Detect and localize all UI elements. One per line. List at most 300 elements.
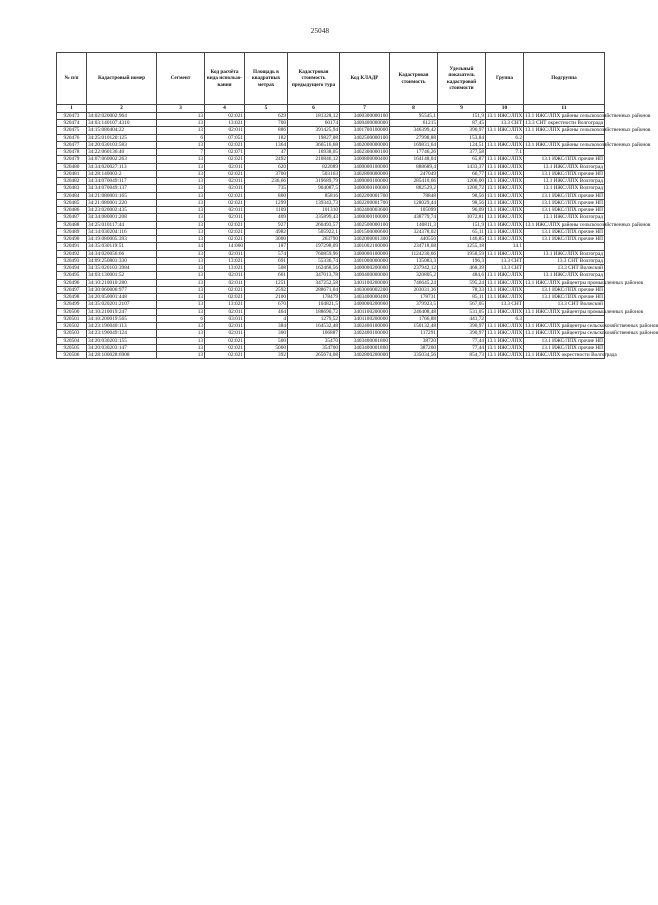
usage-code-cell: 02:021 [205,156,245,163]
row-number-cell: 920497 [57,286,87,293]
subgroup-cell: 13.3 СНТ Волгоград [524,257,605,264]
group-cell: 13.1 ИЖС/ЛПХ [487,352,523,359]
cadastral-number-cell: 34:25:010117:44 [87,221,157,228]
row-number-cell: 920481 [57,170,87,177]
kladr-code-cell: 3401100200000 [340,308,390,315]
cadastral-number-cell: 34:23:190040:113 [87,323,157,330]
segment-cell: 13 [157,221,205,228]
previous-cost-cell: 188690,72 [288,308,340,315]
kladr-code-cell: 3402300000100 [340,149,390,156]
cadastral-cost-cell: 237942,12 [390,265,438,272]
segment-cell: 13 [157,163,205,170]
row-number-cell: 920488 [57,221,87,228]
group-cell: 13.1 ИЖС/ЛПХ [487,112,523,119]
kladr-code-cell: 3402200001700 [340,199,390,206]
cadastral-number-cell: 34:09:250801:330 [87,257,157,264]
table-row [57,323,605,330]
group-cell: 13.1 ИЖС/ЛПХ [487,127,523,134]
subgroup-cell: 13.1 ИЖС/ЛПХ районы сельскохозяйственных районов [525,221,651,228]
area-cell: 691 [245,257,288,264]
kladr-code-cell: 3402500000100 [340,134,390,141]
row-number-cell: 920477 [57,141,87,148]
unit-cost-cell: 390,97 [438,127,486,134]
group-cell: 6.3 [486,315,524,322]
segment-cell: 13 [157,199,205,206]
segment-cell: 13 [157,236,205,243]
cadastral-number-cell: 34:21:080001:165 [87,192,157,199]
segment-cell: 13 [157,178,205,185]
unit-cost-cell: 96,09 [438,207,486,214]
column-header: Код КЛАДР [340,53,390,105]
table-row [57,330,605,337]
cadastral-cost-cell: 324378,02 [390,228,438,235]
cadastral-cost-cell: 128029,44 [390,199,438,206]
usage-code-cell: 02:021 [205,170,245,177]
usage-code-cell: 02:011 [205,330,245,337]
column-header: Подгруппа [524,53,605,105]
column-header: Площадь в квадратных метрах [245,53,288,105]
cadastral-cost-cell: 387200 [390,344,438,351]
group-cell: 14.1 [486,243,524,250]
area-cell: 1109 [245,207,288,214]
group-cell: 13.1 ИЖС/ЛПХ [487,141,523,148]
segment-cell: 13 [157,207,205,214]
cadastral-cost-cell: 438779,74 [390,214,438,221]
previous-cost-cell: 265674,08 [288,352,340,359]
subgroup-cell: 13.1 ИЖС/ЛПХ окрестности Волгограда [525,352,617,359]
area-cell: 3000 [245,236,288,243]
cadastral-number-cell: 34:34:020056:66 [87,250,157,257]
kladr-code-cell: 3402000000000 [340,141,390,148]
usage-code-cell: 02:011 [205,207,245,214]
usage-code-cell: 02:021 [205,344,245,351]
cadastral-cost-cell: 150132,48 [390,323,438,330]
cadastral-cost-cell: 117291 [390,330,438,337]
table-row [57,192,605,199]
usage-code-cell: 03:011 [205,315,245,322]
unit-cost-cell: 1206,00 [438,178,486,185]
row-number-cell: 920479 [57,156,87,163]
previous-cost-cell: 822089 [288,163,340,170]
subgroup-cell: 13.3 СНТ Волжский [524,301,605,308]
cadastral-number-cell: 34:21:080001:220 [87,199,157,206]
table-body [57,112,658,359]
segment-cell: 13 [157,308,205,315]
cadastral-number-cell: 34:20:030203:155 [87,337,157,344]
group-cell: 13.1 ИЖС/ЛПХ [487,272,523,279]
segment-cell: 13 [157,352,205,359]
kladr-code-cell: 3401100200000 [340,279,390,286]
unit-cost-cell: 484,6 [438,272,486,279]
group-cell: 13.1 ИЖС/ЛПХ [487,185,523,192]
row-number-cell: 920501 [57,315,87,322]
unit-cost-cell: 98,56 [438,199,486,206]
cadastral-cost-cell: 746645,24 [390,279,438,286]
column-number: 7 [340,105,390,113]
column-header: Код расчёта вида использо-вания [205,53,245,105]
cadastral-cost-cell: 1766,88 [390,315,438,322]
table-row [57,221,605,228]
unit-cost-cell: 78,33 [438,286,486,293]
cadastral-number-cell: 34:35:020201:2107 [87,301,157,308]
previous-cost-cell: 366516,68 [288,141,340,148]
previous-cost-cell: 104821,5 [288,301,340,308]
previous-cost-cell: 347013,78 [288,272,340,279]
unit-cost-cell: 66,77 [438,170,486,177]
cadastral-cost-cell: 285410,66 [390,178,438,185]
table-row [57,214,605,221]
subgroup-cell: 13.1 ИЖС/ЛПХ Волгоград [524,214,605,221]
subgroup-cell: 13.1 ИЖС/ЛПХ Волгоград [524,250,605,257]
cadastral-cost-cell: 888689,4 [390,163,438,170]
usage-code-cell: 02:011 [205,163,245,170]
table-row [57,112,605,119]
table-row [57,337,605,344]
previous-cost-cell: 263790 [288,236,340,243]
group-cell: 13.3 СНТ [486,257,524,264]
segment-cell: 13 [157,294,205,301]
cadastral-number-cell: 34:34:070049:117 [87,178,157,185]
kladr-code-cell: 3400800000400 [340,156,390,163]
kladr-code-cell: 3402500000100 [340,221,390,228]
page-number: 25048 [310,27,330,35]
subgroup-cell: 13.1 ИЖС/ЛПХ районы сельскохозяйственных районов [525,141,651,148]
row-number-cell: 920503 [57,330,87,337]
table-row [57,265,605,272]
previous-cost-cell: 19827,08 [288,134,340,141]
previous-cost-cell: 391425,94 [288,127,340,134]
unit-cost-cell: 441,72 [438,315,486,322]
row-number-cell: 920487 [57,214,87,221]
cadastral-number-cell: 34:25:010120:125 [87,134,157,141]
cadastral-number-cell: 34:23:190049:124 [87,330,157,337]
unit-cost-cell: 65,87 [438,156,486,163]
table-row [57,149,605,156]
row-number-cell: 920500 [57,308,87,315]
column-number: 8 [390,105,438,113]
column-number: 10 [486,105,524,113]
usage-code-cell: 02:021 [205,221,245,228]
subgroup-cell: 13.1 ИЖС/ЛПХ прочие НП [524,170,605,177]
cadastral-cost-cell: 105099 [390,207,438,214]
kladr-code-cell: 3403400001800 [340,337,390,344]
row-number-cell: 920492 [57,250,87,257]
subgroup-cell: 13.1 ИЖС/ЛПХ прочие НП [524,192,605,199]
previous-cost-cell: 319689,79 [288,178,340,185]
area-cell: 300 [245,330,288,337]
cadastral-cost-cell: 346399,42 [390,127,438,134]
usage-code-cell: 13:021 [205,265,245,272]
kladr-code-cell: 3400000100000 [340,178,390,185]
cadastral-cost-cell: 246408,48 [390,308,438,315]
cadastral-number-cell: 34:10:200019:565 [87,315,157,322]
group-cell: 13.1 ИЖС/ЛПХ [487,337,523,344]
subgroup-cell: 13.1 ИЖС/ЛПХ прочие НП [524,294,605,301]
cadastral-cost-cell: 247049 [390,170,438,177]
kladr-code-cell: 3402400100000 [340,323,390,330]
kladr-code-cell: 3400400000000 [340,120,390,127]
cadastral-number-cell: 34:20:030103:583 [87,141,157,148]
previous-cost-cell: 760859,96 [288,250,340,257]
cadastral-cost-cell: 140811,3 [390,221,438,228]
area-cell: 1299 [245,199,288,206]
usage-code-cell: 13:021 [205,120,245,127]
kladr-code-cell: 3402400100000 [340,330,390,337]
kladr-code-cell: 3400000100000 [340,163,390,170]
unit-cost-cell: 1433,37 [438,163,486,170]
group-cell: 13.1 ИЖС/ЛПХ [487,286,523,293]
cadastral-number-cell: 34:20:030203:147 [87,344,157,351]
subgroup-cell: 13.1 ИЖС/ЛПХ Волгоград [524,272,605,279]
group-cell: 13.1 ИЖС/ЛПХ [487,330,523,337]
previous-cost-cell: 85816 [288,192,340,199]
row-number-cell: 920483 [57,185,87,192]
cadastral-cost-cell: 882529,2 [390,185,438,192]
segment-cell: 13 [157,265,205,272]
row-number-cell: 920480 [57,163,87,170]
unit-cost-cell: 151,9 [438,221,486,228]
group-cell: 13.1 ИЖС/ЛПХ [487,228,523,235]
subgroup-cell: 13.1 ИЖС/ЛПХ прочие НП [524,156,605,163]
segment-cell: 13 [157,250,205,257]
column-header: № п/п [57,53,87,105]
unit-cost-cell: 153,84 [438,134,486,141]
usage-code-cell: 02:011 [205,185,245,192]
row-number-cell: 920495 [57,272,87,279]
column-number: 3 [157,105,205,113]
table-row [57,199,605,206]
kladr-code-cell: 3401100200000 [340,315,390,322]
segment-cell: 13 [157,344,205,351]
area-cell: 1364 [245,141,288,148]
previous-cost-cell: 106887 [288,330,340,337]
segment-cell: 13 [157,330,205,337]
previous-cost-cell: 354700 [288,344,340,351]
previous-cost-cell: 181328,12 [288,112,340,119]
area-cell: 236,66 [245,178,288,185]
row-number-cell: 920499 [57,301,87,308]
subgroup-cell: 13.3 СНТ окрестности Волгограда [525,120,603,127]
area-cell: 3700 [245,170,288,177]
row-number-cell: 920493 [57,257,87,264]
row-number-cell: 920496 [57,279,87,286]
area-cell: 5000 [245,344,288,351]
usage-code-cell: 07:051 [205,134,245,141]
column-header: Удельный показатель кадастровой стоимости [438,53,486,105]
cadastral-number-cell: 34:07:060002:263 [87,156,157,163]
cadastral-number-cell: 34:35:020103:3984 [87,265,157,272]
area-cell: 409 [245,214,288,221]
previous-cost-cell: 210846,12 [288,156,340,163]
cadastral-cost-cell: 95545,1 [390,112,438,119]
table-row [57,301,605,308]
column-header: Кадастровая стоимость [390,53,438,105]
cadastral-cost-cell: 178731 [390,294,438,301]
row-number-cell: 920505 [57,344,87,351]
usage-code-cell: 02:071 [205,149,245,156]
kladr-code-cell: 3402800000000 [340,170,390,177]
segment-cell: 6 [157,315,205,322]
unit-cost-cell: 146,85 [438,236,486,243]
usage-code-cell: 02:021 [205,236,245,243]
unit-cost-cell: 390,97 [438,330,486,337]
usage-code-cell: 02:021 [205,199,245,206]
table-row [57,156,605,163]
previous-cost-cell: 260493,57 [288,221,340,228]
area-cell: 500 [245,337,288,344]
row-number-cell: 920474 [57,120,87,127]
table-row [57,163,605,170]
previous-cost-cell: 904087,5 [288,185,340,192]
group-cell: 13.1 ИЖС/ЛПХ [487,294,523,301]
area-cell: 2592 [245,286,288,293]
subgroup-cell [524,134,605,141]
segment-cell: 13 [157,272,205,279]
row-number-cell: 920478 [57,149,87,156]
unit-cost-cell: 854,73 [438,352,486,359]
table-row [57,315,605,322]
column-number: 6 [288,105,340,113]
cadastral-cost-cell: 320805,2 [390,272,438,279]
group-cell: 13.1 ИЖС/ЛПХ [487,156,523,163]
usage-code-cell: 02:011 [205,250,245,257]
usage-code-cell: 02:011 [205,279,245,286]
segment-cell: 13 [157,156,205,163]
group-cell: 13.1 ИЖС/ЛПХ [487,178,523,185]
row-number-cell: 920476 [57,134,87,141]
group-cell: 13.3 СНТ [486,265,524,272]
kladr-code-cell: 3400000100000 [340,250,390,257]
cadastral-cost-cell: 335034,56 [390,352,438,359]
cadastral-number-cell: 34:34:070049:137 [87,185,157,192]
cadastral-cost-cell: 203031,36 [390,286,438,293]
previous-cost-cell: 139343,73 [288,199,340,206]
unit-cost-cell: 531,05 [438,308,486,315]
cadastral-cost-cell: 27998,88 [390,134,438,141]
previous-cost-cell: 55336,74 [288,257,340,264]
unit-cost-cell: 468,39 [438,265,486,272]
table-row [57,170,605,177]
table-row [57,120,605,127]
usage-code-cell: 02:021 [205,192,245,199]
unit-cost-cell: 77,44 [438,337,486,344]
table-row [57,257,605,264]
area-cell: 4 [245,315,288,322]
row-number-cell: 920482 [57,178,87,185]
segment-cell: 13 [157,214,205,221]
usage-code-cell: 02:021 [205,112,245,119]
previous-cost-cell: 335899,43 [288,214,340,221]
subgroup-cell: 13.1 ИЖС/ЛПХ прочие НП [524,207,605,214]
cadastral-number-cell: 34:34:080001:208 [87,214,157,221]
usage-code-cell: 14:000 [205,243,245,250]
kladr-code-cell: 3400300000100 [340,112,390,119]
group-cell: 13.1 ИЖС/ЛПХ [487,236,523,243]
unit-cost-cell: 377,58 [438,149,486,156]
table-row [57,286,605,293]
usage-code-cell: 02:021 [205,337,245,344]
subgroup-cell: 13.1 ИЖС/ЛПХ районы сельскохозяйственных районов [525,112,651,119]
segment-cell: 13 [157,112,205,119]
usage-code-cell: 02:011 [205,214,245,221]
unit-cost-cell: 1200,72 [438,185,486,192]
unit-cost-cell: 196,3 [438,257,486,264]
kladr-code-cell: 3402200001700 [340,192,390,199]
column-header: Кадастровая стоимость предыдущего тура [288,53,340,105]
column-number: 1 [57,105,87,113]
table-row [57,141,605,148]
usage-code-cell: 02:021 [205,294,245,301]
row-number-cell: 920486 [57,207,87,214]
segment-cell: 13 [157,323,205,330]
previous-cost-cell: 503163 [288,170,340,177]
area-cell: 508 [245,265,288,272]
row-number-cell: 920484 [57,192,87,199]
previous-cost-cell: 197298,09 [288,243,340,250]
segment-cell: 13 [157,185,205,192]
cadastral-number-cell: 34:03:140107:4310 [87,120,157,127]
cadastral-number-cell: 34:10:210019:247 [87,308,157,315]
subgroup-cell: 13.1 ИЖС/ЛПХ прочие НП [524,337,605,344]
group-cell: 13.3 СНТ [486,301,524,308]
cadastral-cost-cell: 379923,5 [390,301,438,308]
area-cell: 2100 [245,294,288,301]
table-row [57,294,605,301]
table-row [57,207,605,214]
subgroup-cell [524,243,605,250]
kladr-code-cell: 3400000100000 [340,214,390,221]
kladr-code-cell: 3401700100000 [340,127,390,134]
area-cell: 4982 [245,228,288,235]
segment-cell: 13 [157,286,205,293]
group-cell: 6.2 [486,134,524,141]
segment-cell: 13 [157,192,205,199]
usage-code-cell: 13:021 [205,301,245,308]
segment-cell: 13 [157,301,205,308]
group-cell: 13.3 СНТ [486,120,524,127]
cadastral-number-cell: 34:10:210010:280 [87,279,157,286]
area-cell: 735 [245,185,288,192]
area-cell: 182 [245,134,288,141]
header-row [57,53,605,105]
cadastral-cost-cell: 169831,64 [390,141,438,148]
row-number-cell: 920506 [57,352,87,359]
kladr-code-cell: 3400000100000 [340,185,390,192]
area-cell: 392 [245,352,288,359]
cadastral-registry-table [56,52,658,359]
usage-code-cell: 02:021 [205,228,245,235]
group-cell: 13.1 ИЖС/ЛПХ [487,192,523,199]
segment-cell: 13 [157,127,205,134]
column-number: 4 [205,105,245,113]
previous-cost-cell: 505922,1 [288,228,340,235]
cadastral-cost-cell: 1124230,66 [390,250,438,257]
usage-code-cell: 02:011 [205,323,245,330]
row-number-cell: 920504 [57,337,87,344]
unit-cost-cell: 567,05 [438,301,486,308]
table-row [57,250,605,257]
row-number-cell: 920490 [57,236,87,243]
previous-cost-cell: 60174 [288,120,340,127]
unit-cost-cell: 390,97 [438,323,486,330]
kladr-code-cell: 3402400003600 [340,207,390,214]
group-cell: 13.1 ИЖС/ЛПХ [487,221,523,228]
unit-cost-cell: 77,44 [438,344,486,351]
segment-cell: 13 [157,120,205,127]
area-cell: 661 [245,272,288,279]
segment-cell: 13 [157,257,205,264]
cadastral-cost-cell: 78848 [390,192,438,199]
